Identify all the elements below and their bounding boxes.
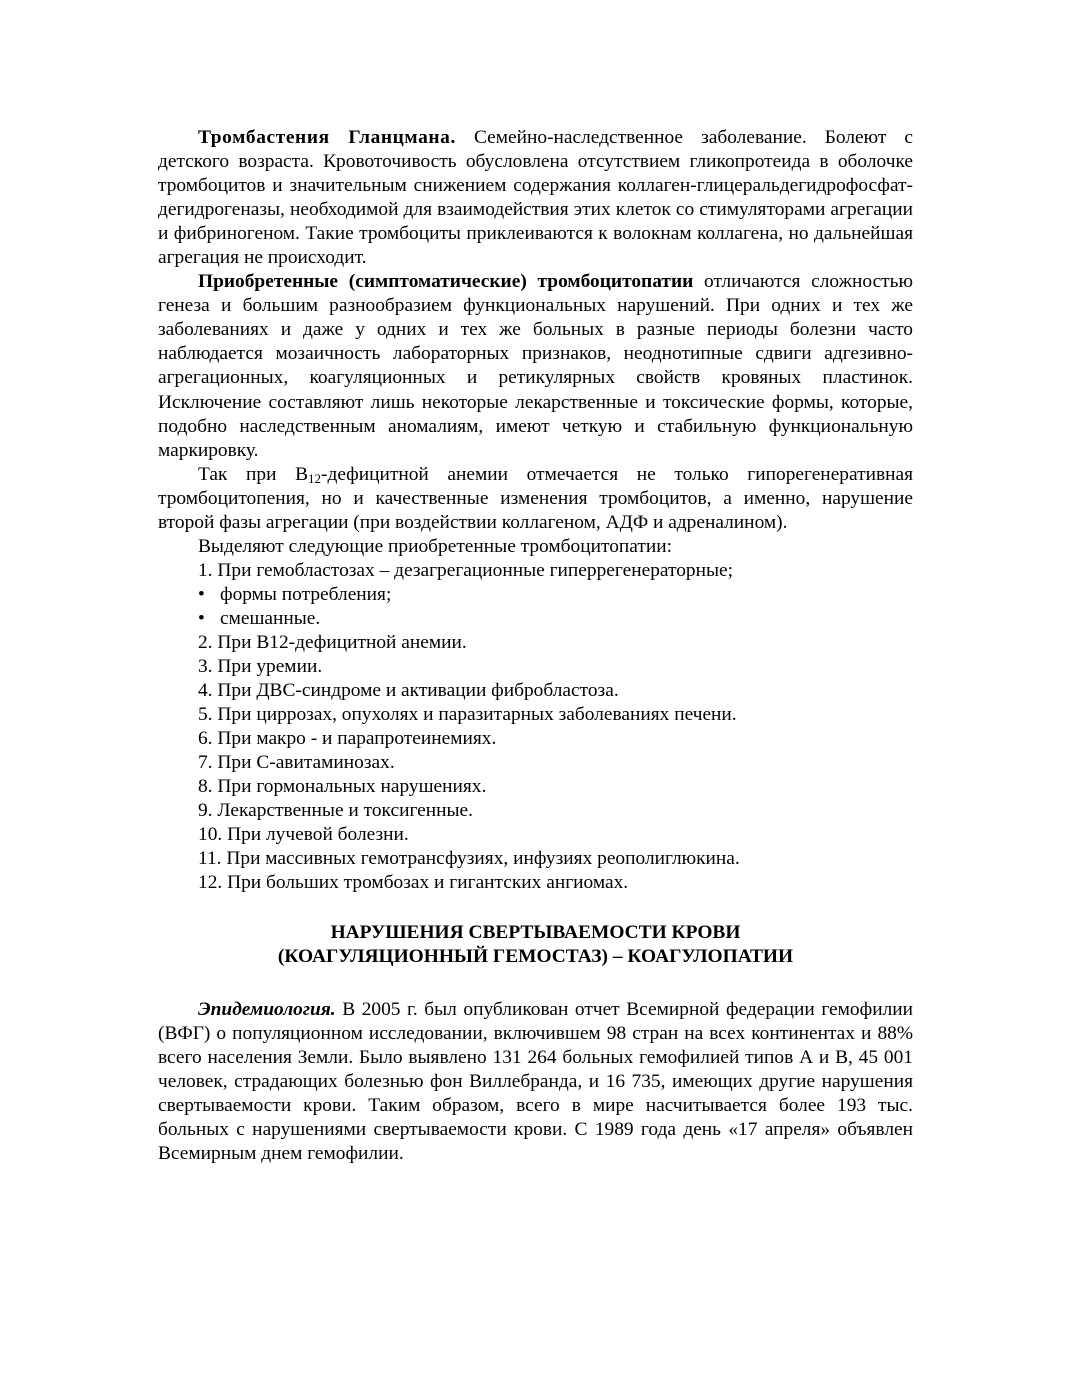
list-item: 12. При больших тромбозах и гигантских ангиомах. [198, 872, 629, 894]
paragraph-acquired-text: отличаются сложностью генеза и большим разнообразием функциональных нарушений. При одних и тех же заболеваниях и даже у одних и тех же больных в разные периоды болезни часто наблюдается мозаичность лабораторных признаков, неоднотипные сдвиги адгезивно-агрегационных, коагуляционных и ретикулярных свойств кровяных пластинок. Исключение составляют лишь некоторые лекарственные и токсические формы, которые, подобно наследственным аномалиям, имеют четкую и стабильную функциональную маркировку. [158, 271, 913, 461]
subscript-12: 12 [308, 470, 322, 486]
paragraph-b12 [158, 463, 913, 535]
list-item: 3. При уремии. [198, 656, 323, 678]
document-page [158, 126, 913, 1166]
list-item: 1. При гемобластозах – дезагрегационные гиперрегенераторные; [198, 559, 734, 581]
term-glanzmann: Тромбастения Гланцмана. [198, 127, 456, 148]
paragraph-glanzmann-text: Семейно-наследственное заболевание. Болеют с детского возраста. Кровоточивость обусловлена отсутствием гликопротеида в оболочке тромбоцитов и значительным снижением содержания коллаген-глицеральдегидрофосфат-дегидрогеназы, необходимой для взаимодействия этих клеток со стимуляторами агрегации и фибриногеном. Такие тромбоциты приклеиваются к волокнам коллагена, но дальнейшая агрегация не происходит. [158, 127, 913, 269]
thrombocytopathy-list [158, 559, 913, 896]
paragraph-epidemiology [158, 998, 913, 1166]
term-acquired-thrombocytopathies: Приобретенные (симптоматические) тромбоцитопатии [198, 271, 694, 293]
list-item: 7. При С-авитаминозах. [198, 752, 395, 774]
list-item: 5. При циррозах, опухолях и паразитарных заболеваниях печени. [198, 704, 737, 726]
list-intro: Выделяют следующие приобретенные тромбоцитопатии: [198, 535, 672, 557]
bullet-text: формы потребления; [220, 583, 392, 605]
section-heading-line1: НАРУШЕНИЯ СВЕРТЫВАЕМОСТИ КРОВИ [330, 921, 741, 943]
paragraph-b12-after: -дефицитной анемии отмечается не только гипорегенеративная тромбоцитопения, но и качественные изменения тромбоцитов, а именно, нарушение второй фазы агрегации (при воздействии коллагеном, АДФ и адреналином). [158, 463, 914, 533]
list-item: 2. При В12-дефицитной анемии. [198, 631, 467, 653]
list-item: 10. При лучевой болезни. [198, 824, 409, 846]
bullet-text: смешанные. [220, 607, 321, 629]
list-item: 6. При макро - и парапротеинемиях. [198, 728, 497, 750]
list-item: 4. При ДВС-синдроме и активации фибробластоза. [198, 680, 619, 702]
list-item: 11. При массивных гемотрансфузиях, инфузиях реополиглюкина. [198, 848, 740, 870]
bullet-icon: • [198, 607, 205, 629]
spacer [158, 969, 913, 998]
list-item: 8. При гормональных нарушениях. [198, 776, 487, 798]
term-epidemiology: Эпидемиология. [198, 998, 336, 1020]
paragraph-b12-before: Так при В [198, 463, 309, 485]
list-bullet-item [158, 607, 913, 631]
bullet-icon: • [198, 583, 205, 605]
section-heading-line2: (КОАГУЛЯЦИОННЫЙ ГЕМОСТАЗ) – КОАГУЛОПАТИИ [277, 945, 794, 967]
paragraph-epidemiology-text: В 2005 г. был опубликован отчет Всемирной федерации гемофилии (ВФГ) о популяционном исследовании, включившем 98 стран на всех континентах и 88% всего населения Земли. Было выявлено 131 264 больных гемофилией типов А и В, 45 001 человек, страдающих болезнью фон Виллебранда, и 16 735, имеющих другие нарушения свертываемости крови. Таким образом, всего в мире насчитывается более 193 тыс. больных с нарушениями свертываемости крови. С 1989 года день «17 апреля» объявлен Всемирным днем гемофилии. [158, 998, 913, 1164]
paragraph-glanzmann [158, 126, 913, 270]
paragraph-acquired [158, 270, 913, 462]
list-bullet-item [158, 583, 913, 607]
list-item: 9. Лекарственные и токсигенные. [198, 800, 474, 822]
section-heading [158, 921, 913, 969]
